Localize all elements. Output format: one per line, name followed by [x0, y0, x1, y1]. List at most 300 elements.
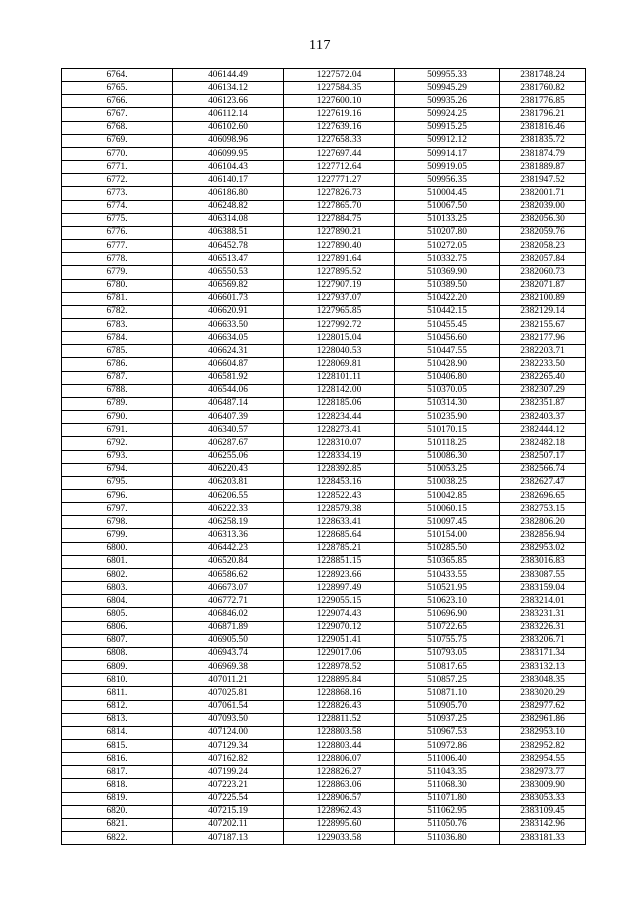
table-row	[62, 279, 586, 292]
table-row	[62, 634, 586, 647]
y2-cell: 2381796.21	[500, 108, 586, 121]
x1-cell: 406604.87	[173, 358, 284, 371]
point-number-cell: 6786.	[62, 358, 173, 371]
x1-cell: 406186.80	[173, 187, 284, 200]
x2-cell: 510972.86	[395, 739, 500, 752]
y2-cell: 2382973.77	[500, 766, 586, 779]
y1-cell: 1228863.06	[284, 779, 395, 792]
x1-cell: 406134.12	[173, 82, 284, 95]
y1-cell: 1228923.66	[284, 568, 395, 581]
y2-cell: 2381816.46	[500, 121, 586, 134]
y2-cell: 2381760.82	[500, 82, 586, 95]
x2-cell: 511068.30	[395, 779, 500, 792]
x2-cell: 509915.25	[395, 121, 500, 134]
point-number-cell: 6813.	[62, 713, 173, 726]
y1-cell: 1228803.44	[284, 739, 395, 752]
y2-cell: 2382403.37	[500, 411, 586, 424]
y2-cell: 2382155.67	[500, 318, 586, 331]
table-row	[62, 555, 586, 568]
table-row	[62, 766, 586, 779]
point-number-cell: 6814.	[62, 726, 173, 739]
x1-cell: 406943.74	[173, 647, 284, 660]
table-row	[62, 358, 586, 371]
y1-cell: 1228826.43	[284, 700, 395, 713]
x1-cell: 406313.36	[173, 529, 284, 542]
point-number-cell: 6776.	[62, 226, 173, 239]
table-row	[62, 253, 586, 266]
y1-cell: 1229055.15	[284, 595, 395, 608]
point-number-cell: 6787.	[62, 371, 173, 384]
x1-cell: 406846.02	[173, 608, 284, 621]
table-row	[62, 568, 586, 581]
y2-cell: 2382961.86	[500, 713, 586, 726]
x2-cell: 510871.10	[395, 687, 500, 700]
y2-cell: 2383226.31	[500, 621, 586, 634]
x1-cell: 406407.39	[173, 411, 284, 424]
table-row	[62, 529, 586, 542]
x2-cell: 510406.80	[395, 371, 500, 384]
y1-cell: 1227895.52	[284, 266, 395, 279]
table-row	[62, 424, 586, 437]
x1-cell: 406340.57	[173, 424, 284, 437]
x2-cell: 510154.00	[395, 529, 500, 542]
table-row	[62, 147, 586, 160]
x2-cell: 511062.95	[395, 805, 500, 818]
y2-cell: 2381776.85	[500, 95, 586, 108]
x1-cell: 406258.19	[173, 516, 284, 529]
y1-cell: 1228142.00	[284, 384, 395, 397]
y1-cell: 1227600.10	[284, 95, 395, 108]
point-number-cell: 6783.	[62, 318, 173, 331]
y2-cell: 2381874.79	[500, 147, 586, 160]
y2-cell: 2382100.89	[500, 292, 586, 305]
point-number-cell: 6779.	[62, 266, 173, 279]
table-row	[62, 674, 586, 687]
x2-cell: 510285.50	[395, 542, 500, 555]
table-row	[62, 240, 586, 253]
point-number-cell: 6794.	[62, 463, 173, 476]
x1-cell: 406905.50	[173, 634, 284, 647]
x2-cell: 510455.45	[395, 318, 500, 331]
x1-cell: 406220.43	[173, 463, 284, 476]
table-row	[62, 595, 586, 608]
table-row	[62, 700, 586, 713]
point-number-cell: 6822.	[62, 832, 173, 845]
table-row	[62, 174, 586, 187]
x2-cell: 510272.05	[395, 240, 500, 253]
y2-cell: 2382060.73	[500, 266, 586, 279]
y1-cell: 1227712.64	[284, 161, 395, 174]
y2-cell: 2383171.34	[500, 647, 586, 660]
table-row	[62, 818, 586, 831]
x2-cell: 509919.05	[395, 161, 500, 174]
x2-cell: 509955.33	[395, 69, 500, 82]
y1-cell: 1227865.70	[284, 200, 395, 213]
y2-cell: 2383159.04	[500, 582, 586, 595]
y2-cell: 2382129.14	[500, 305, 586, 318]
table-row	[62, 305, 586, 318]
point-number-cell: 6805.	[62, 608, 173, 621]
x2-cell: 510817.65	[395, 661, 500, 674]
x2-cell: 510905.70	[395, 700, 500, 713]
x1-cell: 407162.82	[173, 753, 284, 766]
x1-cell: 406520.84	[173, 555, 284, 568]
table-row	[62, 463, 586, 476]
y1-cell: 1227890.21	[284, 226, 395, 239]
x2-cell: 510314.30	[395, 397, 500, 410]
y1-cell: 1227639.16	[284, 121, 395, 134]
x1-cell: 407225.54	[173, 792, 284, 805]
x2-cell: 510755.75	[395, 634, 500, 647]
x1-cell: 407223.21	[173, 779, 284, 792]
x2-cell: 510067.50	[395, 200, 500, 213]
y2-cell: 2381835.72	[500, 134, 586, 147]
y1-cell: 1227992.72	[284, 318, 395, 331]
x2-cell: 509935.26	[395, 95, 500, 108]
y1-cell: 1228785.21	[284, 542, 395, 555]
x2-cell: 509914.17	[395, 147, 500, 160]
point-number-cell: 6789.	[62, 397, 173, 410]
point-number-cell: 6815.	[62, 739, 173, 752]
table-row	[62, 476, 586, 489]
point-number-cell: 6770.	[62, 147, 173, 160]
coordinates-table	[61, 68, 586, 845]
x2-cell: 511071.80	[395, 792, 500, 805]
table-row	[62, 582, 586, 595]
point-number-cell: 6796.	[62, 490, 173, 503]
y2-cell: 2382507.17	[500, 450, 586, 463]
table-row	[62, 318, 586, 331]
x1-cell: 407199.24	[173, 766, 284, 779]
point-number-cell: 6767.	[62, 108, 173, 121]
x2-cell: 510370.05	[395, 384, 500, 397]
y2-cell: 2382627.47	[500, 476, 586, 489]
point-number-cell: 6774.	[62, 200, 173, 213]
y1-cell: 1228851.15	[284, 555, 395, 568]
y1-cell: 1229070.12	[284, 621, 395, 634]
x2-cell: 510365.85	[395, 555, 500, 568]
y1-cell: 1228962.43	[284, 805, 395, 818]
x2-cell: 510521.95	[395, 582, 500, 595]
x1-cell: 407187.13	[173, 832, 284, 845]
y1-cell: 1227907.19	[284, 279, 395, 292]
y2-cell: 2382039.00	[500, 200, 586, 213]
table-row	[62, 805, 586, 818]
y2-cell: 2383020.29	[500, 687, 586, 700]
table-row	[62, 542, 586, 555]
y1-cell: 1228101.11	[284, 371, 395, 384]
x1-cell: 406206.55	[173, 490, 284, 503]
x1-cell: 406222.33	[173, 503, 284, 516]
point-number-cell: 6778.	[62, 253, 173, 266]
table-row	[62, 384, 586, 397]
point-number-cell: 6775.	[62, 213, 173, 226]
point-number-cell: 6785.	[62, 345, 173, 358]
point-number-cell: 6807.	[62, 634, 173, 647]
table-row	[62, 397, 586, 410]
x2-cell: 510207.80	[395, 226, 500, 239]
x1-cell: 406772.71	[173, 595, 284, 608]
y1-cell: 1228522.43	[284, 490, 395, 503]
y1-cell: 1228633.41	[284, 516, 395, 529]
table-row	[62, 503, 586, 516]
table-row	[62, 226, 586, 239]
y2-cell: 2381748.24	[500, 69, 586, 82]
y2-cell: 2382177.96	[500, 332, 586, 345]
x1-cell: 406255.06	[173, 450, 284, 463]
x1-cell: 406634.05	[173, 332, 284, 345]
x2-cell: 510442.15	[395, 305, 500, 318]
point-number-cell: 6793.	[62, 450, 173, 463]
table-row	[62, 345, 586, 358]
y1-cell: 1228234.44	[284, 411, 395, 424]
x2-cell: 509945.29	[395, 82, 500, 95]
point-number-cell: 6800.	[62, 542, 173, 555]
x2-cell: 510967.53	[395, 726, 500, 739]
y1-cell: 1228185.06	[284, 397, 395, 410]
x2-cell: 510793.05	[395, 647, 500, 660]
point-number-cell: 6808.	[62, 647, 173, 660]
y1-cell: 1228069.81	[284, 358, 395, 371]
x2-cell: 510060.15	[395, 503, 500, 516]
x2-cell: 510332.75	[395, 253, 500, 266]
x1-cell: 406969.38	[173, 661, 284, 674]
x1-cell: 406144.49	[173, 69, 284, 82]
y2-cell: 2382954.55	[500, 753, 586, 766]
x2-cell: 510038.25	[395, 476, 500, 489]
y2-cell: 2382444.12	[500, 424, 586, 437]
y2-cell: 2383231.31	[500, 608, 586, 621]
x2-cell: 510133.25	[395, 213, 500, 226]
point-number-cell: 6772.	[62, 174, 173, 187]
y1-cell: 1228803.58	[284, 726, 395, 739]
table-row	[62, 69, 586, 82]
table-row	[62, 187, 586, 200]
x1-cell: 407011.21	[173, 674, 284, 687]
y2-cell: 2383132.13	[500, 661, 586, 674]
point-number-cell: 6817.	[62, 766, 173, 779]
point-number-cell: 6802.	[62, 568, 173, 581]
point-number-cell: 6771.	[62, 161, 173, 174]
y1-cell: 1228310.07	[284, 437, 395, 450]
y1-cell: 1228978.52	[284, 661, 395, 674]
y2-cell: 2382856.94	[500, 529, 586, 542]
point-number-cell: 6773.	[62, 187, 173, 200]
y2-cell: 2383142.96	[500, 818, 586, 831]
x1-cell: 406099.95	[173, 147, 284, 160]
table-row	[62, 121, 586, 134]
x1-cell: 406112.14	[173, 108, 284, 121]
x1-cell: 406248.82	[173, 200, 284, 213]
x1-cell: 406620.91	[173, 305, 284, 318]
x1-cell: 406203.81	[173, 476, 284, 489]
y1-cell: 1227771.27	[284, 174, 395, 187]
x2-cell: 510428.90	[395, 358, 500, 371]
table-row	[62, 213, 586, 226]
table-row	[62, 411, 586, 424]
table-row	[62, 516, 586, 529]
point-number-cell: 6791.	[62, 424, 173, 437]
y2-cell: 2382001.71	[500, 187, 586, 200]
table-row	[62, 108, 586, 121]
table-row	[62, 832, 586, 845]
y2-cell: 2383206.71	[500, 634, 586, 647]
point-number-cell: 6777.	[62, 240, 173, 253]
x2-cell: 510722.65	[395, 621, 500, 634]
table-row	[62, 739, 586, 752]
x2-cell: 510447.55	[395, 345, 500, 358]
x2-cell: 510170.15	[395, 424, 500, 437]
point-number-cell: 6765.	[62, 82, 173, 95]
table-row	[62, 332, 586, 345]
table-row	[62, 371, 586, 384]
x1-cell: 407025.81	[173, 687, 284, 700]
y2-cell: 2382057.84	[500, 253, 586, 266]
x2-cell: 510369.90	[395, 266, 500, 279]
point-number-cell: 6799.	[62, 529, 173, 542]
y2-cell: 2382953.02	[500, 542, 586, 555]
x1-cell: 406624.31	[173, 345, 284, 358]
y1-cell: 1228040.53	[284, 345, 395, 358]
y1-cell: 1228906.57	[284, 792, 395, 805]
point-number-cell: 6804.	[62, 595, 173, 608]
y2-cell: 2382482.18	[500, 437, 586, 450]
table-row	[62, 713, 586, 726]
y1-cell: 1227619.16	[284, 108, 395, 121]
point-number-cell: 6798.	[62, 516, 173, 529]
y1-cell: 1228995.60	[284, 818, 395, 831]
y2-cell: 2381889.87	[500, 161, 586, 174]
y1-cell: 1228811.52	[284, 713, 395, 726]
y2-cell: 2381947.52	[500, 174, 586, 187]
table-row	[62, 687, 586, 700]
x1-cell: 406601.73	[173, 292, 284, 305]
table-row	[62, 779, 586, 792]
table-row	[62, 292, 586, 305]
table-row	[62, 661, 586, 674]
x1-cell: 407215.19	[173, 805, 284, 818]
y1-cell: 1228685.64	[284, 529, 395, 542]
x2-cell: 510118.25	[395, 437, 500, 450]
x2-cell: 510004.45	[395, 187, 500, 200]
x1-cell: 407093.50	[173, 713, 284, 726]
table-row	[62, 161, 586, 174]
y1-cell: 1229017.06	[284, 647, 395, 660]
point-number-cell: 6811.	[62, 687, 173, 700]
y1-cell: 1227584.35	[284, 82, 395, 95]
x1-cell: 406569.82	[173, 279, 284, 292]
x2-cell: 510042.85	[395, 490, 500, 503]
point-number-cell: 6819.	[62, 792, 173, 805]
y2-cell: 2382696.65	[500, 490, 586, 503]
y2-cell: 2383048.35	[500, 674, 586, 687]
y2-cell: 2382071.87	[500, 279, 586, 292]
point-number-cell: 6788.	[62, 384, 173, 397]
x1-cell: 406098.96	[173, 134, 284, 147]
point-number-cell: 6781.	[62, 292, 173, 305]
x2-cell: 511036.80	[395, 832, 500, 845]
x1-cell: 406586.62	[173, 568, 284, 581]
y1-cell: 1228895.84	[284, 674, 395, 687]
table-row	[62, 490, 586, 503]
y1-cell: 1227937.07	[284, 292, 395, 305]
y2-cell: 2383214.01	[500, 595, 586, 608]
point-number-cell: 6769.	[62, 134, 173, 147]
table-row	[62, 726, 586, 739]
y2-cell: 2382351.87	[500, 397, 586, 410]
table-row	[62, 95, 586, 108]
table-row	[62, 647, 586, 660]
y1-cell: 1228453.16	[284, 476, 395, 489]
y1-cell: 1229033.58	[284, 832, 395, 845]
y2-cell: 2383087.55	[500, 568, 586, 581]
x1-cell: 406544.06	[173, 384, 284, 397]
y2-cell: 2383009.90	[500, 779, 586, 792]
x2-cell: 510623.10	[395, 595, 500, 608]
table-row	[62, 134, 586, 147]
x2-cell: 510456.60	[395, 332, 500, 345]
point-number-cell: 6790.	[62, 411, 173, 424]
x1-cell: 407129.34	[173, 739, 284, 752]
point-number-cell: 6801.	[62, 555, 173, 568]
x1-cell: 406581.92	[173, 371, 284, 384]
x1-cell: 407061.54	[173, 700, 284, 713]
x1-cell: 406442.23	[173, 542, 284, 555]
table-row	[62, 200, 586, 213]
y1-cell: 1228273.41	[284, 424, 395, 437]
y2-cell: 2383053.33	[500, 792, 586, 805]
y2-cell: 2382056.30	[500, 213, 586, 226]
page-number: 117	[309, 38, 331, 53]
x1-cell: 406102.60	[173, 121, 284, 134]
y1-cell: 1227572.04	[284, 69, 395, 82]
y2-cell: 2382953.10	[500, 726, 586, 739]
x1-cell: 406140.17	[173, 174, 284, 187]
point-number-cell: 6797.	[62, 503, 173, 516]
y2-cell: 2383016.83	[500, 555, 586, 568]
x2-cell: 509924.25	[395, 108, 500, 121]
x2-cell: 509912.12	[395, 134, 500, 147]
y1-cell: 1228334.19	[284, 450, 395, 463]
x2-cell: 511043.35	[395, 766, 500, 779]
point-number-cell: 6795.	[62, 476, 173, 489]
point-number-cell: 6821.	[62, 818, 173, 831]
y1-cell: 1227891.64	[284, 253, 395, 266]
x2-cell: 510937.25	[395, 713, 500, 726]
y1-cell: 1227884.75	[284, 213, 395, 226]
y1-cell: 1228392.85	[284, 463, 395, 476]
y2-cell: 2382977.62	[500, 700, 586, 713]
x1-cell: 406388.51	[173, 226, 284, 239]
y1-cell: 1228579.38	[284, 503, 395, 516]
y1-cell: 1228806.07	[284, 753, 395, 766]
point-number-cell: 6818.	[62, 779, 173, 792]
x1-cell: 406633.50	[173, 318, 284, 331]
x1-cell: 407202.11	[173, 818, 284, 831]
table-row	[62, 266, 586, 279]
x2-cell: 511006.40	[395, 753, 500, 766]
point-number-cell: 6792.	[62, 437, 173, 450]
x2-cell: 510696.90	[395, 608, 500, 621]
y1-cell: 1228868.16	[284, 687, 395, 700]
x2-cell: 510235.90	[395, 411, 500, 424]
point-number-cell: 6810.	[62, 674, 173, 687]
y2-cell: 2382058.23	[500, 240, 586, 253]
point-number-cell: 6809.	[62, 661, 173, 674]
point-number-cell: 6782.	[62, 305, 173, 318]
x2-cell: 510422.20	[395, 292, 500, 305]
y1-cell: 1228015.04	[284, 332, 395, 345]
